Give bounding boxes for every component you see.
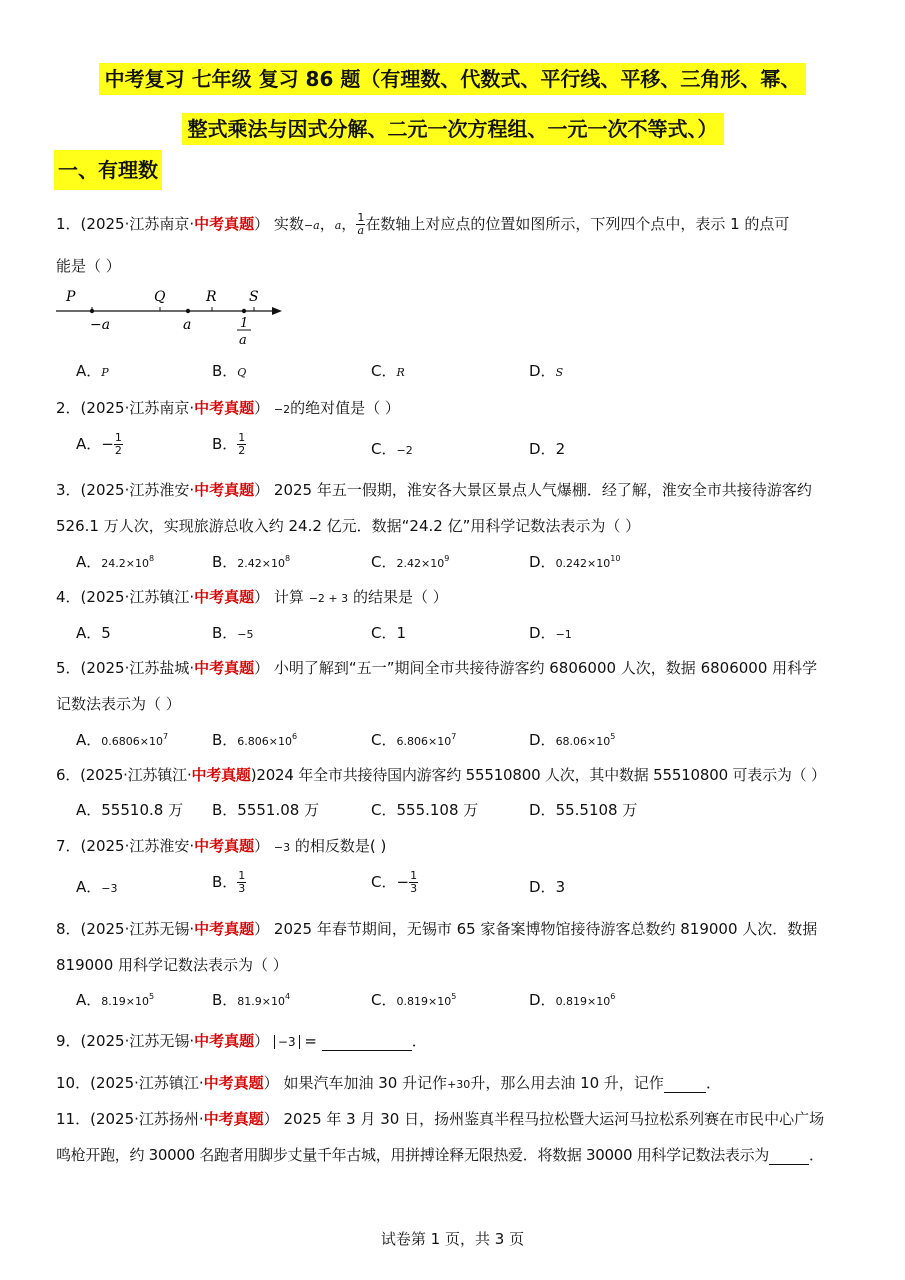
q1-option-b: B．Q [212, 362, 247, 380]
q6-option-a: A．55510.8 万 [76, 801, 184, 819]
q6-option-b: B．5551.08 万 [212, 801, 320, 819]
q5-option-a: A．$0.6806\times 10^7$ [76, 731, 169, 749]
q1-option-d: D．S [529, 362, 564, 380]
q8-option-c: C．$0.819\times 10^5$ [371, 991, 457, 1009]
q2-option-a: A．− $\frac{1}{2}$ [76, 431, 122, 457]
q5-option-c: C．$6.806\times 10^7$ [371, 731, 457, 749]
question-6: 6．(2025·江苏镇江·中考真题)2024 年全市共接待国内游客约 55510800 人次，其中数据 55510800 可表示为（ ） [56, 766, 826, 784]
question-1-line2: 能是（ ） [56, 257, 121, 275]
q4-option-d: D．−1 [529, 624, 572, 642]
q6-option-c: C．555.108 万 [371, 801, 479, 819]
question-5: 5．(2025·江苏盐城·中考真题） 小明了解到“五一”期间全市共接待游客约 6806000 人次，数据 6806000 用科学 [56, 659, 818, 677]
q5-option-b: B．$6.806\times 10^6$ [212, 731, 298, 749]
question-8: 8．(2025·江苏无锡·中考真题） 2025 年春节期间，无锡市 65 家备案博物馆接待游客总数约 819000 人次．数据 [56, 920, 818, 938]
question-2: 2．(2025·江苏南京·中考真题） −2的绝对值是（ ） [56, 399, 400, 417]
q7-option-a: A．−3 [76, 878, 118, 896]
mark-label-a: a [183, 317, 192, 333]
q2-option-b: B． $\frac{1}{2}$ [212, 431, 246, 457]
section-heading: 一、有理数 [54, 150, 162, 190]
q3-option-b: B．$2.42\times 10^8$ [212, 553, 291, 571]
answer-blank [322, 1032, 412, 1051]
question-1: 1．(2025·江苏南京·中考真题） 实数−a，a， $\frac{1}{a}$ 在数轴上对应点的位置如图所示，下列四个点中，表示 1 的点可 [56, 211, 790, 237]
q1-option-c: C．R [371, 362, 405, 380]
q8-option-d: D．$0.819\times 10^6$ [529, 991, 616, 1009]
page-footer: 试卷第 1 页，共 3 页 [380, 1230, 525, 1248]
number-line-figure [50, 283, 290, 348]
question-10: 10．(2025·江苏镇江·中考真题） 如果汽车加油 30 升记作+30升，那么用去油 10 升，记作 ． [56, 1074, 721, 1092]
question-7: 7．(2025·江苏淮安·中考真题） −3 的相反数是( ) [56, 837, 387, 855]
q7-option-b: B． $\frac{1}{3}$ [212, 869, 246, 895]
q1-option-a: A．P [76, 362, 109, 380]
q8-option-b: B．$81.9\times 10^4$ [212, 991, 291, 1009]
question-5-line2: 记数法表示为（ ） [56, 695, 181, 713]
point-label-r: R [206, 289, 217, 305]
q7-option-d: D．3 [529, 878, 566, 896]
q2-option-d: D．2 [529, 440, 566, 458]
mark-frac-num: 1 [240, 316, 249, 331]
q6-option-d: D．55.5108 万 [529, 801, 638, 819]
q4-option-a: A．5 [76, 624, 111, 642]
q4-option-c: C．1 [371, 624, 407, 642]
q7-option-c: C．− $\frac{1}{3}$ [371, 869, 418, 895]
q3-option-c: C．$2.42\times 10^9$ [371, 553, 450, 571]
answer-blank [664, 1074, 706, 1093]
point-label-s: S [249, 289, 259, 305]
question-3-line2: 526.1 万人次，实现旅游总收入约 24.2 亿元．数据“24.2 亿”用科学记数法表示为（ ） [56, 517, 641, 535]
q8-option-a: A．$8.19\times 10^5$ [76, 991, 155, 1009]
mark-frac-den: a [239, 333, 247, 348]
question-3: 3．(2025·江苏淮安·中考真题） 2025 年五一假期，淮安各大景区景点人气爆棚．经了解，淮安全市共接待游客约 [56, 481, 812, 499]
doc-title-line2: 整式乘法与因式分解、二元一次方程组、一元一次不等式、） [0, 113, 905, 142]
question-11-line2: 鸣枪开跑，约 30000 名跑者用脚步丈量千年古城，用拼搏诠释无限热爱．将数据 30000 用科学记数法表示为 ． [56, 1146, 824, 1164]
question-11: 11．(2025·江苏扬州·中考真题） 2025 年 3 月 30 日，扬州鉴真半程马拉松暨大运河马拉松系列赛在市民中心广场 [56, 1110, 825, 1128]
q3-option-a: A．$24.2\times 10^8$ [76, 553, 155, 571]
answer-blank [769, 1146, 809, 1165]
q4-option-b: B．−5 [212, 624, 254, 642]
mark-label-neg-a: −a [90, 317, 111, 333]
question-4: 4．(2025·江苏镇江·中考真题） 计算 −2 + 3 的结果是（ ） [56, 588, 448, 606]
q5-option-d: D．$68.06\times 10^5$ [529, 731, 616, 749]
point-label-p: P [66, 289, 76, 305]
question-9: 9．(2025·江苏无锡·中考真题） −3 = ． [56, 1032, 427, 1050]
q2-option-c: C．−2 [371, 440, 413, 458]
doc-title-line1: 中考复习 七年级 复习 86 题（有理数、代数式、平行线、平移、三角形、幂、 [0, 63, 905, 92]
q3-option-d: D．$0.242\times 10^{10}$ [529, 553, 621, 571]
point-label-q: Q [154, 289, 166, 305]
question-8-line2: 819000 用科学记数法表示为（ ） [56, 956, 288, 974]
